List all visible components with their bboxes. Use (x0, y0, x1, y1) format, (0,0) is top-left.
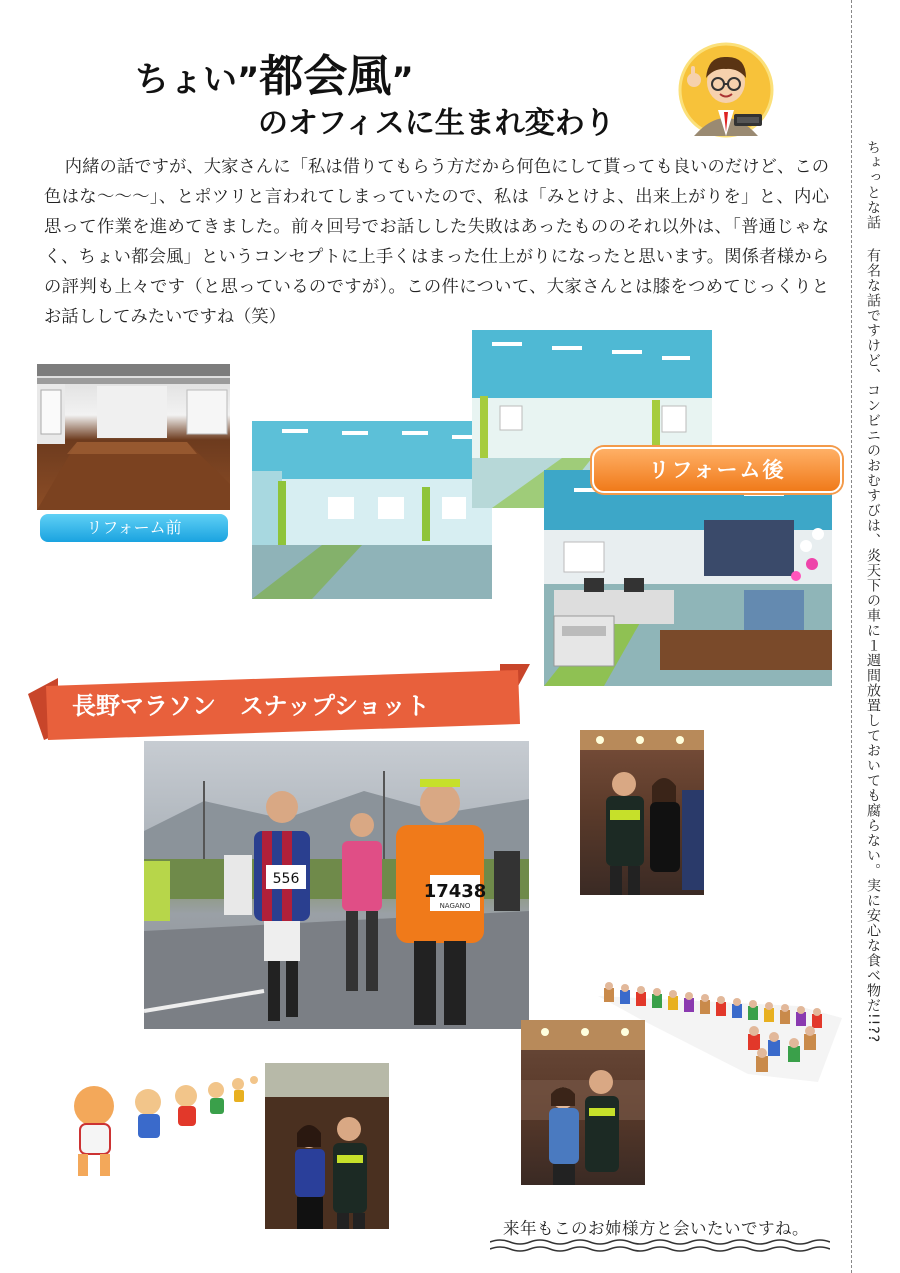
cartoon-runners-icon (60, 1068, 260, 1178)
after-reform-photo-furnished (544, 470, 832, 686)
title-prefix: ちょい (135, 60, 237, 100)
photo-caption: 来年もこのお姉様方と会いたいですね。 (503, 1219, 809, 1238)
center-runner-bib-sub: NAGANO (439, 902, 471, 910)
caption-wave-underline (490, 1238, 830, 1254)
event-pair-scene-3 (521, 1020, 645, 1185)
event-photo-pair-2 (265, 1063, 389, 1229)
dashed-cut-line (851, 0, 852, 1273)
after-reform-photo-room (252, 421, 492, 599)
page-title-line2: のオフィスに生まれ変わり (258, 106, 615, 141)
center-runner-bib: 17438 (423, 881, 487, 902)
marathon-runners-scene (144, 741, 529, 1029)
sidebar-text: 有名な話ですけど、コンビニのおむすびは、炎天下の車に１週間放置しておいても腐らない。実に安心な食べ物だ!!?? (865, 248, 881, 1044)
article-body: 内緒の話ですが、大家さんに「私は借りてもらう方だから何色にして貰っても良いのだけど、この色はな〜〜〜」、とポツリと言われてしまっていたので、私は「みとけよ、出来上がりを」と、内心思って作業を進めてきました。前々回号でお話しした失敗はあったもののそれ以外は、「普通じゃなく、ちょい都会風」というコンセプトに上手くはまった仕上がりになったと思います。関係者様からの評判も上々です（と思っているのですが）。この件について、大家さんとは膝をつめてじっくりとお話ししてみたいですね（笑） (44, 157, 829, 327)
event-photo-pair-1 (580, 730, 704, 895)
sidebar-column (858, 140, 888, 1070)
event-pair-scene-1 (580, 730, 704, 895)
furnished-office-scene (544, 470, 832, 686)
empty-office-scene (252, 421, 492, 599)
title-quote-open: ” (237, 60, 260, 100)
before-reform-photo (37, 364, 230, 510)
event-pair-scene-2 (265, 1063, 389, 1229)
before-reform-label: リフォーム前 (40, 514, 228, 542)
after-reform-label: リフォーム後 (592, 447, 842, 493)
section-heading: 長野マラソン スナップショット (72, 692, 430, 720)
page-title-line1 (135, 40, 414, 104)
title-quote-close: ” (391, 60, 414, 100)
before-reform-scene (37, 364, 230, 510)
left-runner-bib: 556 (272, 871, 300, 887)
title-emphasis: 都会風 (259, 51, 392, 102)
event-photo-pair-3 (521, 1020, 645, 1185)
businessman-mascot-icon (676, 40, 776, 140)
sidebar-label: ちょっとな話 (865, 140, 881, 230)
marathon-runners-photo (144, 741, 529, 1029)
